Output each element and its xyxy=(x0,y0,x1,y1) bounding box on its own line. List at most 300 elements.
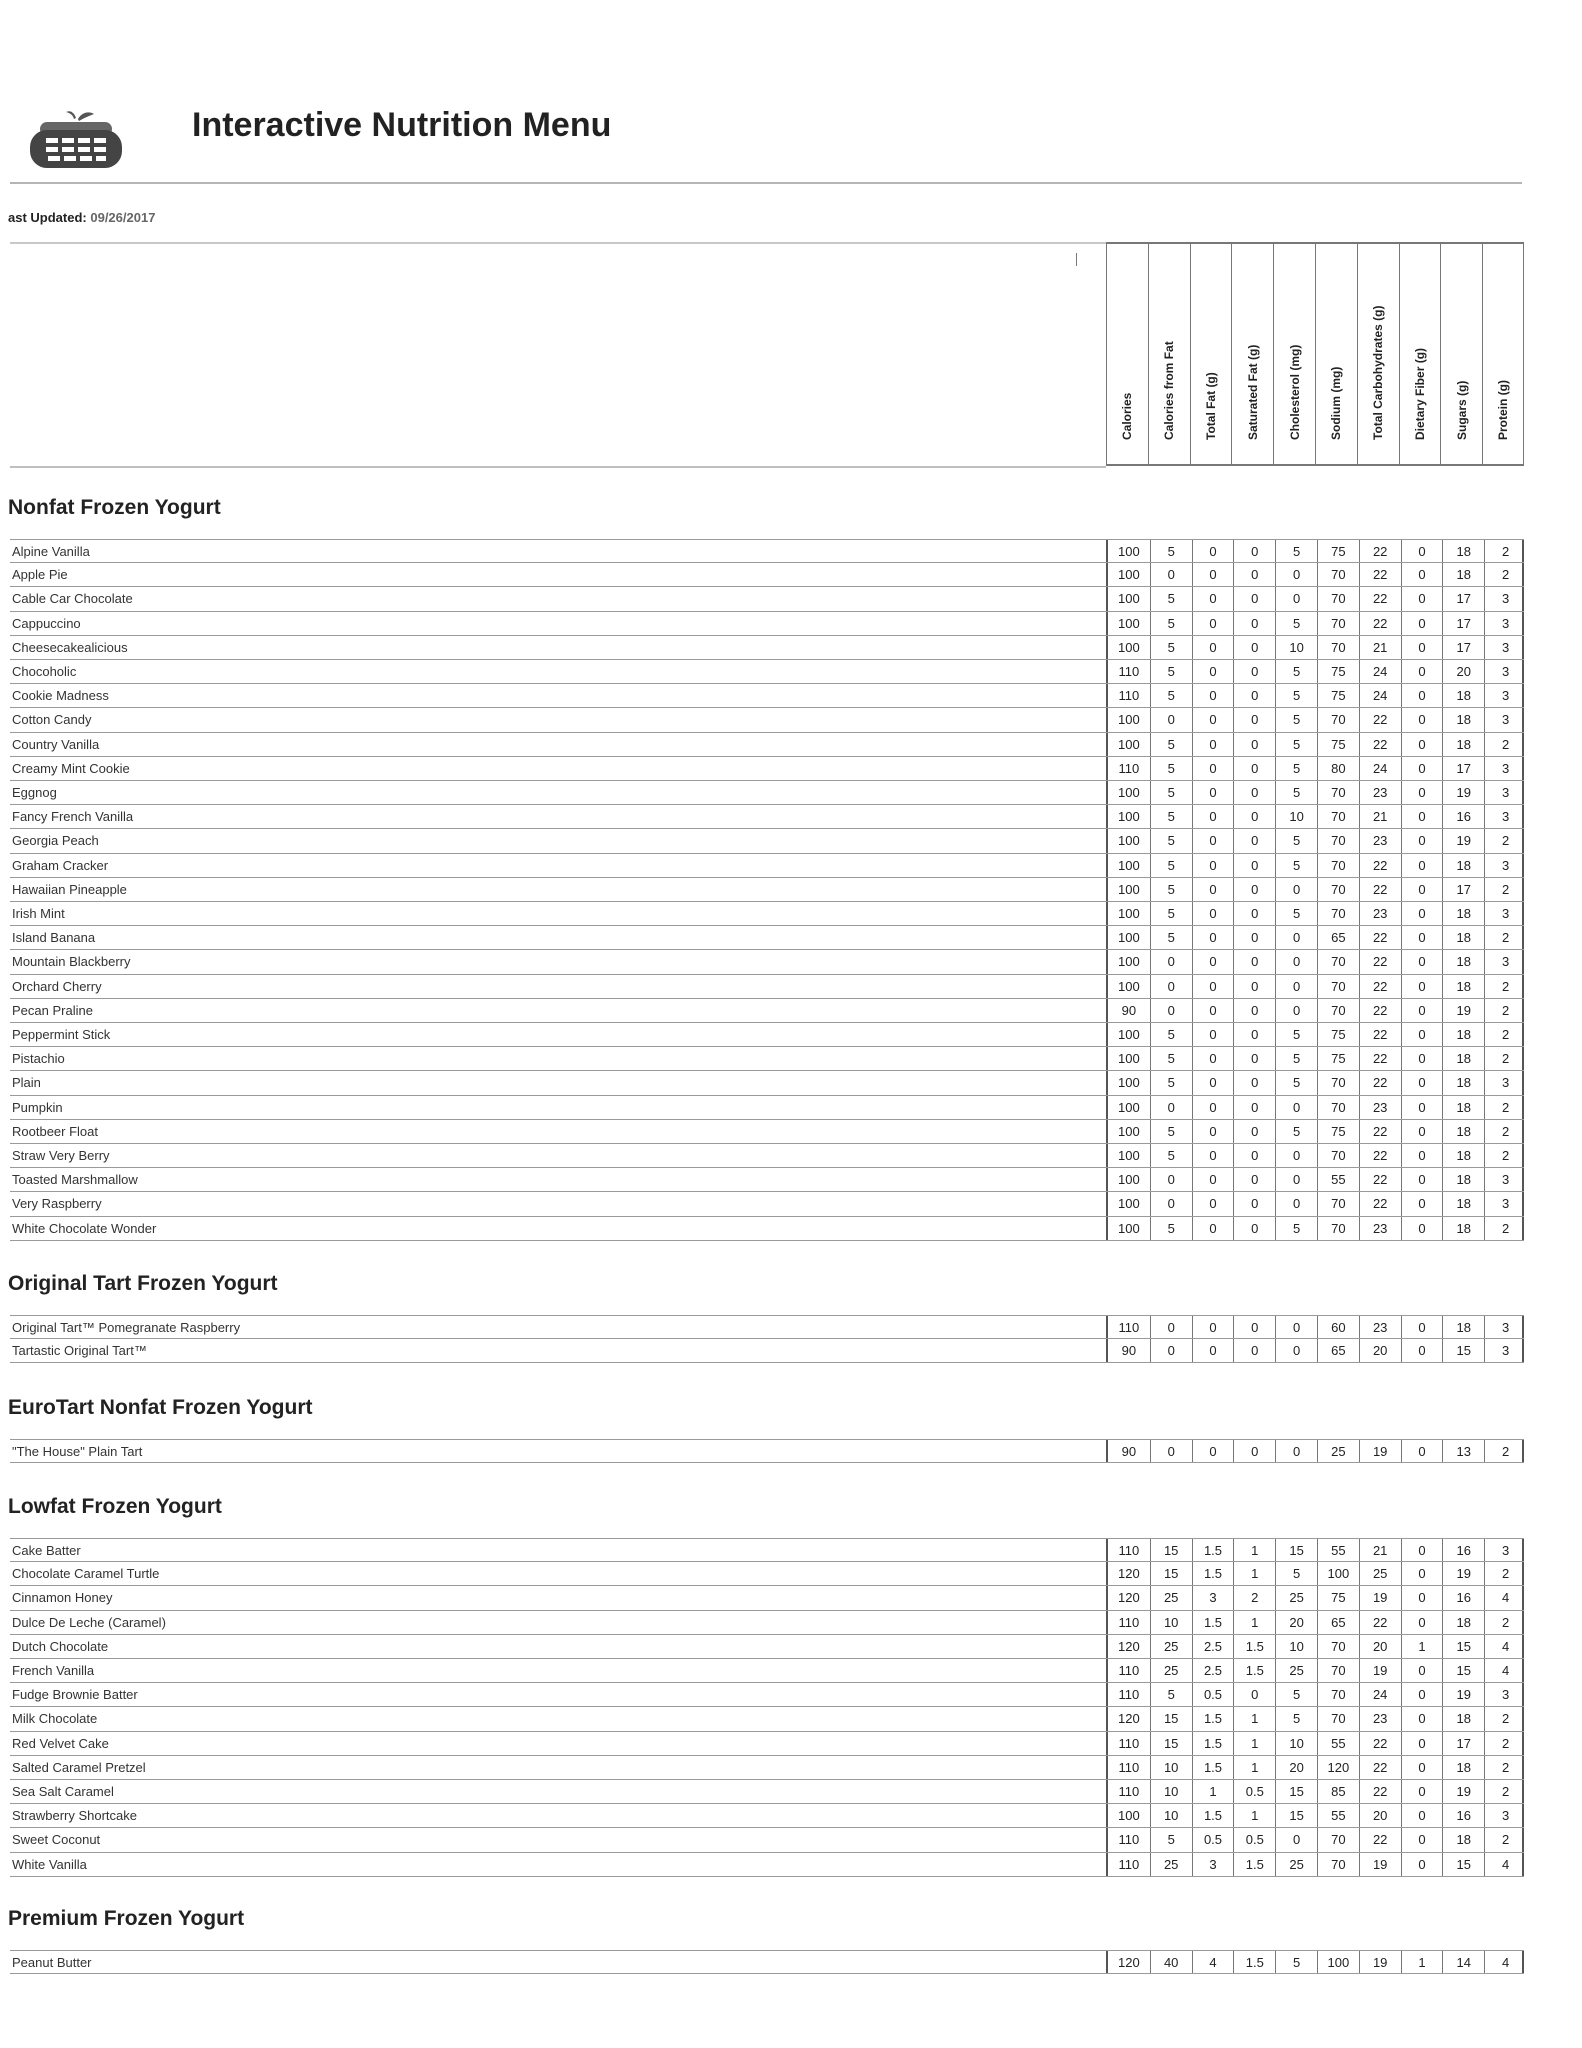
value-cell: 20 xyxy=(1275,1611,1317,1634)
nutrition-values xyxy=(1106,1071,1524,1094)
item-name: Hawaiian Pineapple xyxy=(12,881,127,897)
nutrition-values xyxy=(1106,975,1524,998)
value-cell: 23 xyxy=(1359,781,1401,804)
value-cell: 4 xyxy=(1484,1951,1526,1973)
value-cell: 15 xyxy=(1442,1853,1484,1876)
value-cell: 18 xyxy=(1442,540,1484,562)
table-row xyxy=(10,1538,1524,1562)
table-row xyxy=(10,539,1524,563)
value-cell: 0 xyxy=(1233,757,1275,780)
value-cell: 0 xyxy=(1150,1440,1192,1462)
value-cell: 19 xyxy=(1442,1780,1484,1803)
value-cell: 0 xyxy=(1275,975,1317,998)
nutrition-values xyxy=(1106,878,1524,901)
value-cell: 23 xyxy=(1359,902,1401,925)
value-cell: 22 xyxy=(1359,1611,1401,1634)
value-cell: 0 xyxy=(1233,926,1275,949)
item-name: Toasted Marshmallow xyxy=(12,1172,138,1188)
value-cell: 22 xyxy=(1359,1023,1401,1046)
value-cell: 1 xyxy=(1233,1707,1275,1730)
value-cell: 1.5 xyxy=(1192,1707,1234,1730)
value-cell: 5 xyxy=(1150,926,1192,949)
item-name: Creamy Mint Cookie xyxy=(12,760,130,776)
value-cell: 3 xyxy=(1484,854,1526,877)
value-cell: 3 xyxy=(1484,660,1526,683)
value-cell: 70 xyxy=(1317,1192,1359,1215)
value-cell: 19 xyxy=(1442,829,1484,852)
nutrition-values xyxy=(1106,1683,1524,1706)
nutrition-values xyxy=(1106,1828,1524,1851)
nutrition-values xyxy=(1106,612,1524,635)
value-cell: 20 xyxy=(1359,1339,1401,1362)
value-cell: 4 xyxy=(1192,1951,1234,1973)
value-cell: 0 xyxy=(1233,587,1275,610)
nutrition-values xyxy=(1106,1611,1524,1634)
value-cell: 1.5 xyxy=(1233,1635,1275,1658)
value-cell: 110 xyxy=(1118,1663,1140,1678)
value-cell: 100 xyxy=(1118,567,1140,583)
value-cell: 22 xyxy=(1359,926,1401,949)
value-cell: 70 xyxy=(1317,1071,1359,1094)
value-cell: 5 xyxy=(1275,660,1317,683)
value-cell: 0 xyxy=(1233,1316,1275,1338)
value-cell: 16 xyxy=(1442,805,1484,828)
value-cell: 19 xyxy=(1442,999,1484,1022)
value-cell: 18 xyxy=(1442,684,1484,707)
section-table xyxy=(10,1315,1524,1363)
value-cell: 0 xyxy=(1401,733,1443,756)
value-cell: 0 xyxy=(1150,1168,1192,1191)
value-cell: 80 xyxy=(1317,757,1359,780)
value-cell: 5 xyxy=(1150,829,1192,852)
value-cell: 100 xyxy=(1118,785,1140,800)
value-cell: 0 xyxy=(1233,540,1275,562)
value-cell: 18 xyxy=(1442,854,1484,877)
table-row xyxy=(10,612,1524,636)
value-cell: 18 xyxy=(1442,1144,1484,1167)
value-cell: 15 xyxy=(1442,1635,1484,1658)
item-name: Graham Cracker xyxy=(12,857,109,873)
table-row xyxy=(10,757,1524,781)
value-cell: 0 xyxy=(1192,1120,1234,1143)
value-cell: 20 xyxy=(1275,1756,1317,1779)
value-cell: 16 xyxy=(1442,1804,1484,1827)
value-cell: 15 xyxy=(1150,1562,1192,1585)
value-cell: 110 xyxy=(1118,1784,1140,1799)
value-cell: 18 xyxy=(1442,1192,1484,1215)
value-cell: 0 xyxy=(1401,1780,1443,1803)
value-cell: 65 xyxy=(1317,1339,1359,1362)
nutrition-values xyxy=(1106,1168,1524,1191)
value-cell: 0 xyxy=(1401,1047,1443,1070)
column-header-label: Sugars (g) xyxy=(1454,380,1469,440)
value-cell: 0 xyxy=(1192,1096,1234,1119)
value-cell: 2 xyxy=(1484,878,1526,901)
value-cell: 0 xyxy=(1192,1440,1234,1462)
value-cell: 110 xyxy=(1118,1735,1140,1751)
value-cell: 55 xyxy=(1317,1539,1359,1561)
value-cell: 0 xyxy=(1192,1023,1234,1046)
value-cell: 110 xyxy=(1118,1759,1140,1775)
table-row xyxy=(10,1071,1524,1095)
value-cell: 0 xyxy=(1233,1440,1275,1462)
value-cell: 75 xyxy=(1317,660,1359,683)
value-cell: 2 xyxy=(1484,1756,1526,1779)
value-cell: 18 xyxy=(1442,1707,1484,1730)
value-cell: 0 xyxy=(1150,950,1192,973)
value-cell: 15 xyxy=(1275,1539,1317,1561)
value-cell: 0 xyxy=(1401,1732,1443,1755)
item-name: White Vanilla xyxy=(12,1856,87,1872)
nutrition-values xyxy=(1106,708,1524,731)
item-name: Cake Batter xyxy=(12,1543,81,1558)
value-cell: 1 xyxy=(1233,1732,1275,1755)
value-cell: 120 xyxy=(1118,1566,1140,1582)
value-cell: 5 xyxy=(1150,805,1192,828)
value-cell: 0 xyxy=(1192,1217,1234,1240)
value-cell: 110 xyxy=(1118,760,1140,776)
value-cell: 23 xyxy=(1359,1707,1401,1730)
nutrition-values xyxy=(1106,1339,1524,1362)
value-cell: 0 xyxy=(1233,1339,1275,1362)
value-cell: 22 xyxy=(1359,1071,1401,1094)
value-cell: 15 xyxy=(1442,1339,1484,1362)
table-row xyxy=(10,587,1524,611)
value-cell: 0 xyxy=(1150,1096,1192,1119)
value-cell: 0 xyxy=(1275,926,1317,949)
value-cell: 0 xyxy=(1192,854,1234,877)
value-cell: 5 xyxy=(1150,684,1192,707)
column-header xyxy=(1399,244,1441,464)
value-cell: 24 xyxy=(1359,1683,1401,1706)
item-name: Straw Very Berry xyxy=(12,1148,110,1163)
value-cell: 0 xyxy=(1275,1168,1317,1191)
value-cell: 0.5 xyxy=(1192,1828,1234,1851)
value-cell: 100 xyxy=(1118,954,1140,970)
value-cell: 5 xyxy=(1150,1683,1192,1706)
value-cell: 18 xyxy=(1442,1756,1484,1779)
value-cell: 100 xyxy=(1118,1123,1140,1139)
value-cell: 75 xyxy=(1317,684,1359,707)
value-cell: 3 xyxy=(1484,902,1526,925)
value-cell: 90 xyxy=(1121,1343,1137,1359)
value-cell: 5 xyxy=(1150,1828,1192,1851)
value-cell: 4 xyxy=(1484,1659,1526,1682)
value-cell: 0 xyxy=(1192,902,1234,925)
nutrition-values xyxy=(1106,1951,1524,1973)
item-name: Pistachio xyxy=(12,1051,65,1067)
value-cell: 18 xyxy=(1442,1828,1484,1851)
value-cell: 1.5 xyxy=(1192,1732,1234,1755)
column-header xyxy=(1357,244,1399,464)
section-table xyxy=(10,1439,1524,1463)
value-cell: 100 xyxy=(1118,1808,1140,1824)
value-cell: 75 xyxy=(1317,1586,1359,1609)
item-name: Fancy French Vanilla xyxy=(12,809,134,825)
item-name: Chocolate Caramel Turtle xyxy=(12,1566,160,1582)
value-cell: 0 xyxy=(1150,999,1192,1022)
value-cell: 22 xyxy=(1359,1192,1401,1215)
value-cell: 70 xyxy=(1317,854,1359,877)
value-cell: 70 xyxy=(1317,636,1359,659)
value-cell: 100 xyxy=(1118,712,1140,728)
value-cell: 23 xyxy=(1359,1096,1401,1119)
value-cell: 0 xyxy=(1150,1192,1192,1215)
value-cell: 1 xyxy=(1233,1539,1275,1561)
value-cell: 0 xyxy=(1233,1071,1275,1094)
value-cell: 0 xyxy=(1192,708,1234,731)
value-cell: 20 xyxy=(1442,660,1484,683)
table-row xyxy=(10,1144,1524,1168)
nutrition-values xyxy=(1106,733,1524,756)
value-cell: 0 xyxy=(1233,612,1275,635)
nutrition-values xyxy=(1106,1707,1524,1730)
value-cell: 75 xyxy=(1317,540,1359,562)
value-cell: 24 xyxy=(1359,660,1401,683)
item-name: Cheesecakealicious xyxy=(12,639,128,655)
value-cell: 0 xyxy=(1233,781,1275,804)
header-tick-mark xyxy=(1076,253,1077,266)
value-cell: 22 xyxy=(1359,975,1401,998)
value-cell: 5 xyxy=(1275,1071,1317,1094)
table-row xyxy=(10,999,1524,1023)
table-row xyxy=(10,1315,1524,1339)
value-cell: 15 xyxy=(1275,1804,1317,1827)
value-cell: 100 xyxy=(1317,1562,1359,1585)
value-cell: 18 xyxy=(1442,1611,1484,1634)
value-cell: 120 xyxy=(1118,1590,1140,1606)
item-name: Alpine Vanilla xyxy=(12,544,90,559)
value-cell: 0 xyxy=(1233,1144,1275,1167)
value-cell: 1 xyxy=(1233,1804,1275,1827)
table-row xyxy=(10,1120,1524,1144)
value-cell: 70 xyxy=(1317,708,1359,731)
item-name: Original Tart™ Pomegranate Raspberry xyxy=(12,1320,241,1335)
value-cell: 18 xyxy=(1442,1217,1484,1240)
value-cell: 22 xyxy=(1359,1047,1401,1070)
value-cell: 25 xyxy=(1275,1853,1317,1876)
value-cell: 0 xyxy=(1401,1756,1443,1779)
value-cell: 2 xyxy=(1484,540,1526,562)
value-cell: 5 xyxy=(1275,1047,1317,1070)
nutrition-values xyxy=(1106,1756,1524,1779)
value-cell: 0 xyxy=(1401,1071,1443,1094)
value-cell: 5 xyxy=(1150,733,1192,756)
table-row xyxy=(10,1828,1524,1852)
value-cell: 0 xyxy=(1275,587,1317,610)
value-cell: 65 xyxy=(1317,1611,1359,1634)
column-header xyxy=(1106,244,1148,464)
value-cell: 22 xyxy=(1359,1756,1401,1779)
value-cell: 18 xyxy=(1442,926,1484,949)
value-cell: 0 xyxy=(1275,1828,1317,1851)
nutrition-values xyxy=(1106,829,1524,852)
value-cell: 17 xyxy=(1442,612,1484,635)
value-cell: 0 xyxy=(1150,563,1192,586)
nutrition-values xyxy=(1106,1023,1524,1046)
value-cell: 5 xyxy=(1275,854,1317,877)
nutrition-values xyxy=(1106,757,1524,780)
value-cell: 70 xyxy=(1317,829,1359,852)
value-cell: 2.5 xyxy=(1192,1659,1234,1682)
value-cell: 23 xyxy=(1359,1217,1401,1240)
value-cell: 0 xyxy=(1275,1339,1317,1362)
value-cell: 19 xyxy=(1442,781,1484,804)
value-cell: 10 xyxy=(1275,1635,1317,1658)
value-cell: 2.5 xyxy=(1192,1635,1234,1658)
value-cell: 0 xyxy=(1192,1071,1234,1094)
value-cell: 5 xyxy=(1275,540,1317,562)
value-cell: 18 xyxy=(1442,1316,1484,1338)
value-cell: 0 xyxy=(1401,1562,1443,1585)
value-cell: 0 xyxy=(1401,1828,1443,1851)
section-table xyxy=(10,1950,1524,1974)
value-cell: 1 xyxy=(1192,1780,1234,1803)
value-cell: 0 xyxy=(1401,975,1443,998)
value-cell: 0 xyxy=(1401,636,1443,659)
value-cell: 0 xyxy=(1192,1047,1234,1070)
table-row xyxy=(10,854,1524,878)
table-row xyxy=(10,1023,1524,1047)
value-cell: 18 xyxy=(1442,1168,1484,1191)
value-cell: 0 xyxy=(1275,878,1317,901)
value-cell: 15 xyxy=(1442,1659,1484,1682)
value-cell: 100 xyxy=(1118,1075,1140,1091)
value-cell: 100 xyxy=(1118,1099,1140,1115)
value-cell: 25 xyxy=(1150,1586,1192,1609)
value-cell: 25 xyxy=(1275,1659,1317,1682)
item-name: Eggnog xyxy=(12,785,57,800)
column-header xyxy=(1440,244,1482,464)
value-cell: 85 xyxy=(1317,1780,1359,1803)
value-cell: 18 xyxy=(1442,733,1484,756)
nutrition-values xyxy=(1106,1096,1524,1119)
value-cell: 0 xyxy=(1401,1539,1443,1561)
value-cell: 0.5 xyxy=(1233,1780,1275,1803)
value-cell: 0 xyxy=(1401,999,1443,1022)
value-cell: 100 xyxy=(1118,857,1140,873)
value-cell: 100 xyxy=(1118,639,1140,655)
value-cell: 18 xyxy=(1442,1096,1484,1119)
value-cell: 0 xyxy=(1233,660,1275,683)
section-title: Nonfat Frozen Yogurt xyxy=(8,496,221,519)
item-name: Rootbeer Float xyxy=(12,1123,98,1139)
value-cell: 5 xyxy=(1150,1217,1192,1240)
value-cell: 5 xyxy=(1275,684,1317,707)
value-cell: 5 xyxy=(1275,757,1317,780)
value-cell: 21 xyxy=(1359,1539,1401,1561)
value-cell: 0 xyxy=(1192,563,1234,586)
value-cell: 25 xyxy=(1317,1440,1359,1462)
value-cell: 0 xyxy=(1401,1316,1443,1338)
table-row xyxy=(10,1707,1524,1731)
value-cell: 0 xyxy=(1401,660,1443,683)
value-cell: 18 xyxy=(1442,1071,1484,1094)
value-cell: 16 xyxy=(1442,1539,1484,1561)
value-cell: 18 xyxy=(1442,1023,1484,1046)
item-name: Georgia Peach xyxy=(12,833,99,849)
item-name: Apple Pie xyxy=(12,567,68,583)
value-cell: 70 xyxy=(1317,1683,1359,1706)
value-cell: 75 xyxy=(1317,733,1359,756)
value-cell: 22 xyxy=(1359,878,1401,901)
nutrition-values xyxy=(1106,587,1524,610)
value-cell: 0 xyxy=(1233,1168,1275,1191)
table-row xyxy=(10,1804,1524,1828)
value-cell: 19 xyxy=(1442,1562,1484,1585)
section-title: Lowfat Frozen Yogurt xyxy=(8,1495,222,1518)
value-cell: 2 xyxy=(1484,1828,1526,1851)
value-cell: 15 xyxy=(1150,1732,1192,1755)
value-cell: 22 xyxy=(1359,708,1401,731)
value-cell: 100 xyxy=(1118,930,1140,946)
item-name: Cable Car Chocolate xyxy=(12,591,133,607)
item-name: White Chocolate Wonder xyxy=(12,1220,157,1236)
value-cell: 0 xyxy=(1401,1683,1443,1706)
value-cell: 3 xyxy=(1484,1683,1526,1706)
value-cell: 0 xyxy=(1275,1192,1317,1215)
value-cell: 5 xyxy=(1150,636,1192,659)
value-cell: 1 xyxy=(1401,1951,1443,1973)
value-cell: 0 xyxy=(1192,757,1234,780)
value-cell: 0 xyxy=(1275,950,1317,973)
value-cell: 0 xyxy=(1192,975,1234,998)
value-cell: 1 xyxy=(1401,1635,1443,1658)
value-cell: 0 xyxy=(1233,975,1275,998)
value-cell: 5 xyxy=(1150,1047,1192,1070)
item-name: Red Velvet Cake xyxy=(12,1735,109,1751)
value-cell: 22 xyxy=(1359,1732,1401,1755)
value-cell: 14 xyxy=(1442,1951,1484,1973)
header-bottom-line xyxy=(10,466,1106,468)
tablet-menu-icon xyxy=(26,110,126,170)
column-header-label: Dietary Fiber (g) xyxy=(1412,347,1427,440)
last-updated-label: ast Updated: xyxy=(8,210,87,225)
item-name: Very Raspberry xyxy=(12,1196,102,1212)
table-row xyxy=(10,684,1524,708)
value-cell: 0 xyxy=(1401,1659,1443,1682)
value-cell: 22 xyxy=(1359,612,1401,635)
value-cell: 120 xyxy=(1317,1756,1359,1779)
value-cell: 0 xyxy=(1233,805,1275,828)
table-row xyxy=(10,1168,1524,1192)
value-cell: 0 xyxy=(1401,781,1443,804)
value-cell: 0 xyxy=(1192,636,1234,659)
value-cell: 15 xyxy=(1150,1707,1192,1730)
value-cell: 0 xyxy=(1233,878,1275,901)
item-name: Country Vanilla xyxy=(12,736,100,752)
table-row xyxy=(10,1635,1524,1659)
item-name: Tartastic Original Tart™ xyxy=(12,1343,147,1359)
value-cell: 22 xyxy=(1359,1828,1401,1851)
value-cell: 100 xyxy=(1118,1027,1140,1042)
value-cell: 0 xyxy=(1192,587,1234,610)
item-name: Cinnamon Honey xyxy=(12,1590,113,1606)
value-cell: 5 xyxy=(1150,1144,1192,1167)
value-cell: 20 xyxy=(1359,1635,1401,1658)
value-cell: 2 xyxy=(1233,1586,1275,1609)
value-cell: 18 xyxy=(1442,708,1484,731)
value-cell: 100 xyxy=(1118,1220,1140,1236)
value-cell: 5 xyxy=(1275,1562,1317,1585)
value-cell: 2 xyxy=(1484,1023,1526,1046)
value-cell: 70 xyxy=(1317,1096,1359,1119)
section-table xyxy=(10,539,1524,1241)
value-cell: 0 xyxy=(1192,950,1234,973)
value-cell: 5 xyxy=(1275,1217,1317,1240)
value-cell: 0 xyxy=(1275,1440,1317,1462)
item-name: Plain xyxy=(12,1075,41,1091)
